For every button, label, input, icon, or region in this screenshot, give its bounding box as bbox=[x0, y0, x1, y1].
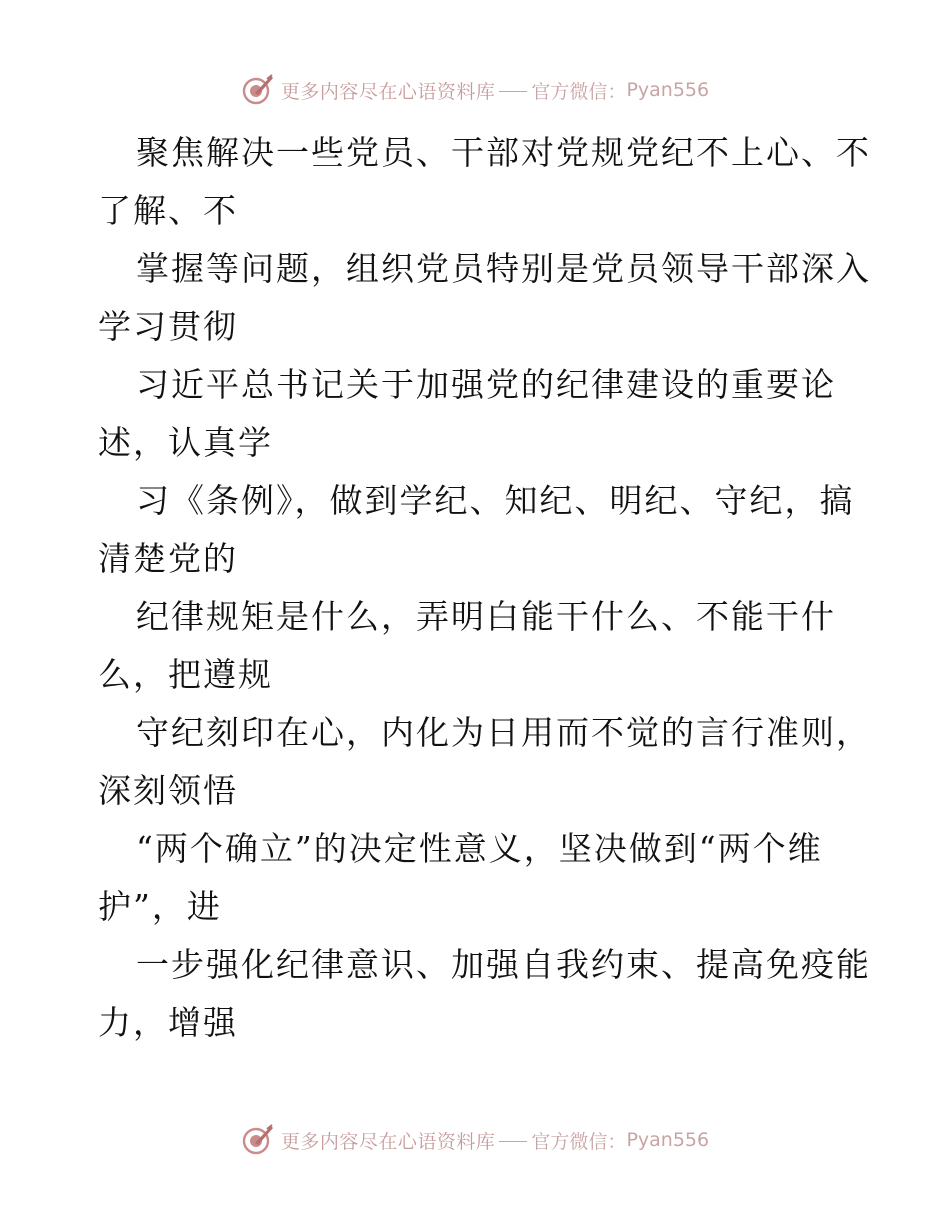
text-line: 护”，进 bbox=[98, 887, 222, 926]
header-wechat-label: 官方微信： bbox=[531, 80, 627, 103]
text-line: 习《条例》，做到学纪、知纪、明纪、守纪，搞 bbox=[136, 481, 855, 520]
header-brand-text: 更多内容尽在心语资料库 bbox=[280, 80, 496, 103]
header-watermark bbox=[0, 70, 950, 110]
footer-wechat-label: 官方微信： bbox=[531, 1130, 627, 1153]
footer-watermark bbox=[0, 1120, 950, 1160]
text-line: 深刻领悟 bbox=[98, 771, 238, 810]
text-line: 聚焦解决一些党员、干部对党规党纪不上心、不 bbox=[136, 133, 871, 172]
text-line: 掌握等问题，组织党员特别是党员领导干部深入 bbox=[136, 249, 871, 288]
header-dash bbox=[499, 91, 527, 92]
text-line: 述，认真学 bbox=[98, 423, 273, 462]
text-line: 一步强化纪律意识、加强自我约束、提高免疫能 bbox=[136, 945, 871, 984]
footer-brand-text: 更多内容尽在心语资料库 bbox=[280, 1130, 496, 1153]
body-text bbox=[98, 124, 871, 1052]
header-account: Pyan556 bbox=[626, 79, 710, 101]
text-line: 习近平总书记关于加强党的纪律建设的重要论 bbox=[136, 365, 836, 404]
text-line: 力，增强 bbox=[98, 1003, 238, 1042]
quill-seal-icon bbox=[241, 1123, 275, 1157]
text-line: 纪律规矩是什么，弄明白能干什么、不能干什 bbox=[136, 597, 836, 636]
text-line: 学习贯彻 bbox=[98, 307, 238, 346]
text-line: 了解、不 bbox=[98, 191, 238, 230]
quill-seal-icon bbox=[241, 73, 275, 107]
text-line: 清楚党的 bbox=[98, 539, 238, 578]
text-line: 守纪刻印在心，内化为日用而不觉的言行准则， bbox=[136, 713, 871, 752]
footer-dash bbox=[499, 1141, 527, 1142]
footer-account: Pyan556 bbox=[626, 1129, 710, 1151]
text-line: “两个确立”的决定性意义，坚决做到“两个维 bbox=[136, 829, 823, 868]
text-line: 么，把遵规 bbox=[98, 655, 273, 694]
